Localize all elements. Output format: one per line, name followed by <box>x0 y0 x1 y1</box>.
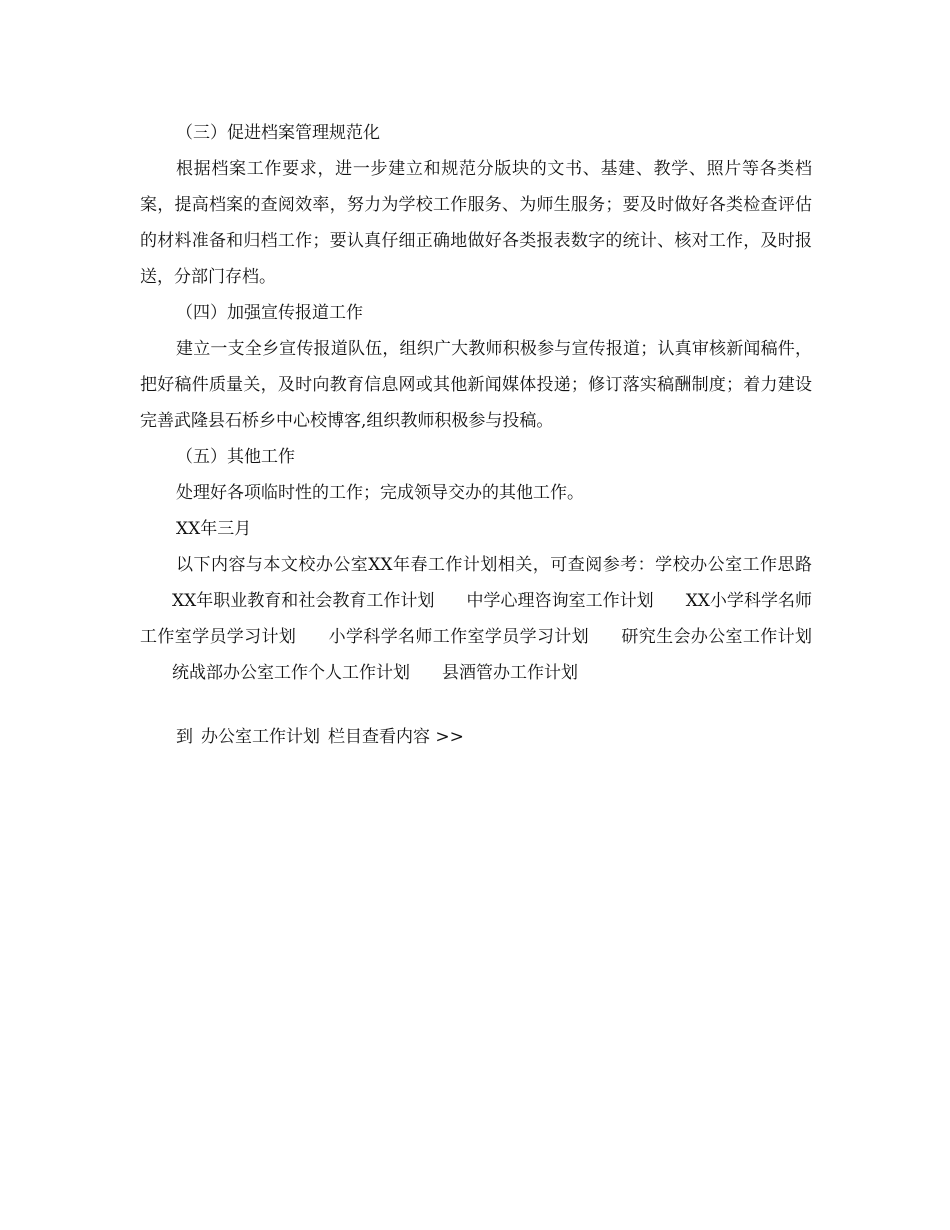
related-link-1[interactable]: 学校办公室工作思路 <box>655 555 812 575</box>
document-content <box>140 115 812 755</box>
related-link-7[interactable]: 统战部办公室工作个人工作计划 <box>172 663 410 683</box>
more-prefix: 到 <box>176 727 193 747</box>
more-category-line <box>140 719 812 755</box>
document-date: XX年三月 <box>176 519 252 539</box>
related-link-2[interactable]: XX年职业教育和社会教育工作计划 <box>172 591 435 611</box>
section-body-4: 建立一支全乡宣传报道队伍，组织广大教师积极参与宣传报道；认真审核新闻稿件，把好稿件质量关，及时向教育信息网或其他新闻媒体投递；修订落实稿酬制度；着力建设完善武隆县石桥乡中心校博客,组织教师积极参与投稿。 <box>140 339 812 431</box>
related-links <box>140 547 812 691</box>
section-heading-4: （四）加强宣传报道工作 <box>176 303 363 323</box>
section-heading-3: （三）促进档案管理规范化 <box>176 123 380 143</box>
related-intro: 以下内容与本文校办公室XX年春工作计划相关，可查阅参考： <box>176 555 656 575</box>
section-body-5: 处理好各项临时性的工作；完成领导交办的其他工作。 <box>176 483 584 503</box>
section-heading-5: （五）其他工作 <box>176 447 295 467</box>
related-link-5[interactable]: 小学科学名师工作室学员学习计划 <box>328 627 590 647</box>
related-link-3[interactable]: 中学心理咨询室工作计划 <box>466 591 654 611</box>
section-body-3: 根据档案工作要求，进一步建立和规范分版块的文书、基建、教学、照片等各类档案，提高档案的查阅效率，努力为学校工作服务、为师生服务；要及时做好各类检查评估的材料准备和归档工作；要认真仔细正确地做好各类报表数字的统计、核对工作，及时报送，分部门存档。 <box>140 159 812 287</box>
category-link[interactable]: 办公室工作计划 <box>201 727 320 747</box>
related-link-8[interactable]: 县酒管办工作计划 <box>442 663 578 683</box>
related-link-4[interactable]: XX小学科学名师工作室学员学习计划 <box>140 591 812 647</box>
related-link-6[interactable]: 研究生会办公室工作计划 <box>621 627 813 647</box>
more-suffix[interactable]: 栏目查看内容 >> <box>328 727 464 747</box>
